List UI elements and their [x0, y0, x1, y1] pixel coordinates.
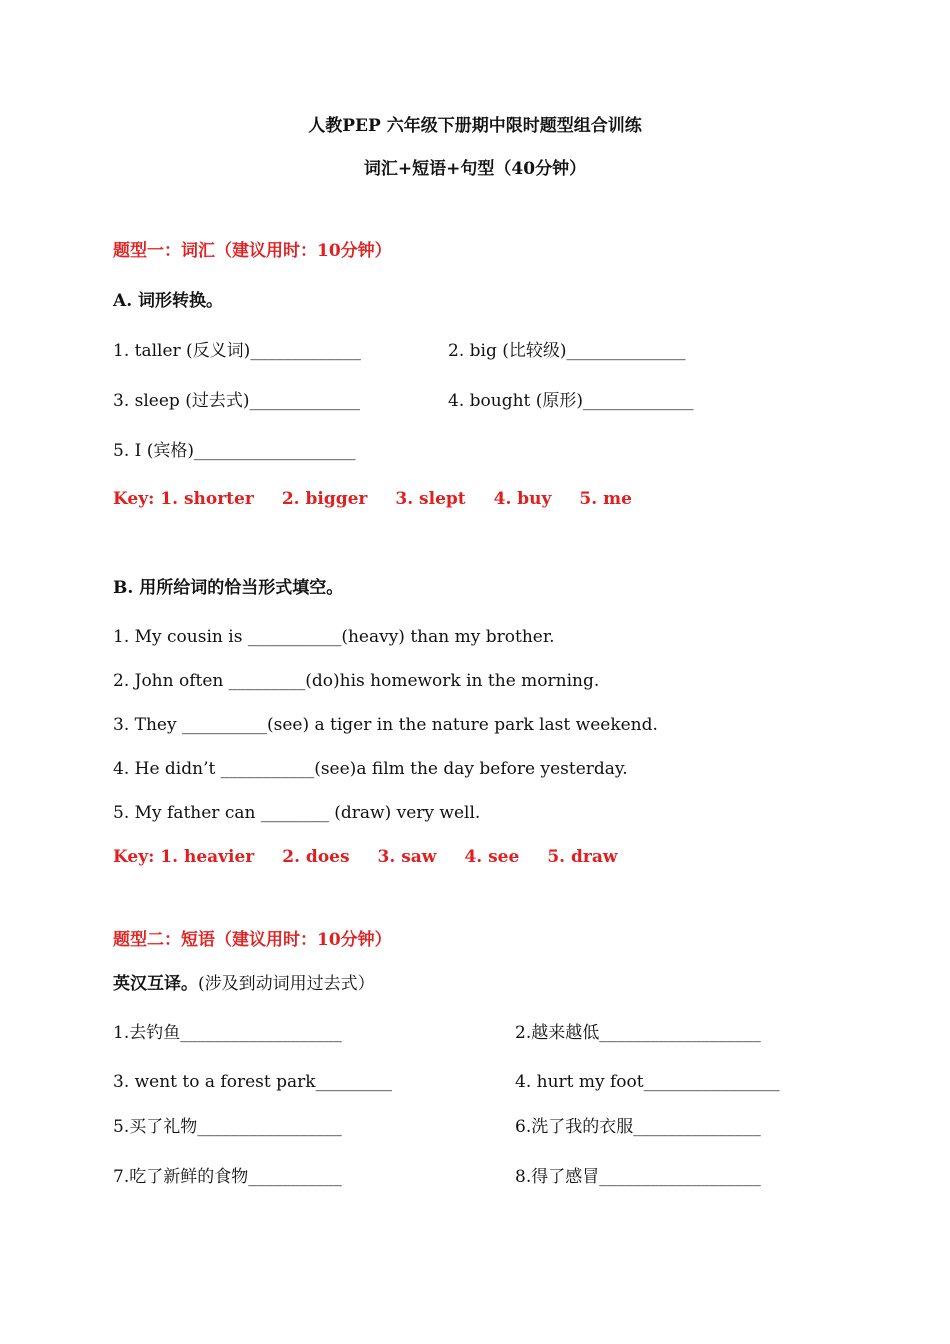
translation-item: 6.洗了我的衣服_______________: [515, 1117, 761, 1137]
section-a-item: 1. taller (反义词)_____________: [113, 341, 361, 361]
section-b-answer-key: [113, 846, 617, 868]
answer-key-item: 3. slept: [395, 489, 466, 509]
answer-key-item: 3. saw: [377, 847, 437, 867]
document-subtitle: 词汇+短语+句型（40分钟）: [363, 159, 587, 179]
section-b-item: 1. My cousin is ___________(heavy) than my brother.: [113, 627, 555, 647]
translation-item: 7.吃了新鲜的食物___________: [113, 1167, 342, 1187]
answer-key-item: 4. buy: [493, 489, 552, 509]
translation-item: 4. hurt my foot________________: [515, 1072, 780, 1092]
document-title: 人教PEP 六年级下册期中限时题型组合训练: [308, 116, 642, 136]
answer-key-item: 5. me: [579, 489, 632, 509]
instruction-note: (涉及到动词用过去式）: [198, 974, 375, 994]
part2-instruction: [113, 973, 375, 995]
answer-key-item: 4. see: [464, 847, 520, 867]
section-b-item: 4. He didn’t ___________(see)a film the day before yesterday.: [113, 759, 628, 779]
section-a-answer-key: [113, 488, 632, 510]
part2-heading: 题型二：短语（建议用时：10分钟）: [113, 930, 392, 950]
section-a-heading: A. 词形转换。: [113, 291, 224, 311]
translation-item: 1.去钓鱼___________________: [113, 1023, 342, 1043]
translation-item: 8.得了感冒___________________: [515, 1167, 761, 1187]
section-a-item: 5. I (宾格)___________________: [113, 441, 356, 461]
section-a-item: 2. big (比较级)______________: [448, 341, 686, 361]
answer-key-item: 2. does: [282, 847, 350, 867]
part1-heading: 题型一：词汇（建议用时：10分钟）: [113, 241, 392, 261]
section-b-heading: B. 用所给词的恰当形式填空。: [113, 578, 344, 598]
section-b-item: 3. They __________(see) a tiger in the nature park last weekend.: [113, 715, 658, 735]
translation-item: 5.买了礼物_________________: [113, 1117, 342, 1137]
section-b-item: 2. John often _________(do)his homework in the morning.: [113, 671, 600, 691]
translation-item: 2.越来越低___________________: [515, 1023, 761, 1043]
answer-key-item: Key: 1. heavier: [113, 847, 255, 867]
answer-key-item: 2. bigger: [281, 489, 368, 509]
answer-key-item: 5. draw: [547, 847, 618, 867]
answer-key-item: Key: 1. shorter: [113, 489, 254, 509]
section-a-item: 4. bought (原形)_____________: [448, 391, 694, 411]
instruction-label: 英汉互译。: [113, 974, 198, 994]
translation-item: 3. went to a forest park_________: [113, 1072, 393, 1092]
section-b-item: 5. My father can ________ (draw) very well.: [113, 803, 481, 823]
section-a-item: 3. sleep (过去式)_____________: [113, 391, 360, 411]
